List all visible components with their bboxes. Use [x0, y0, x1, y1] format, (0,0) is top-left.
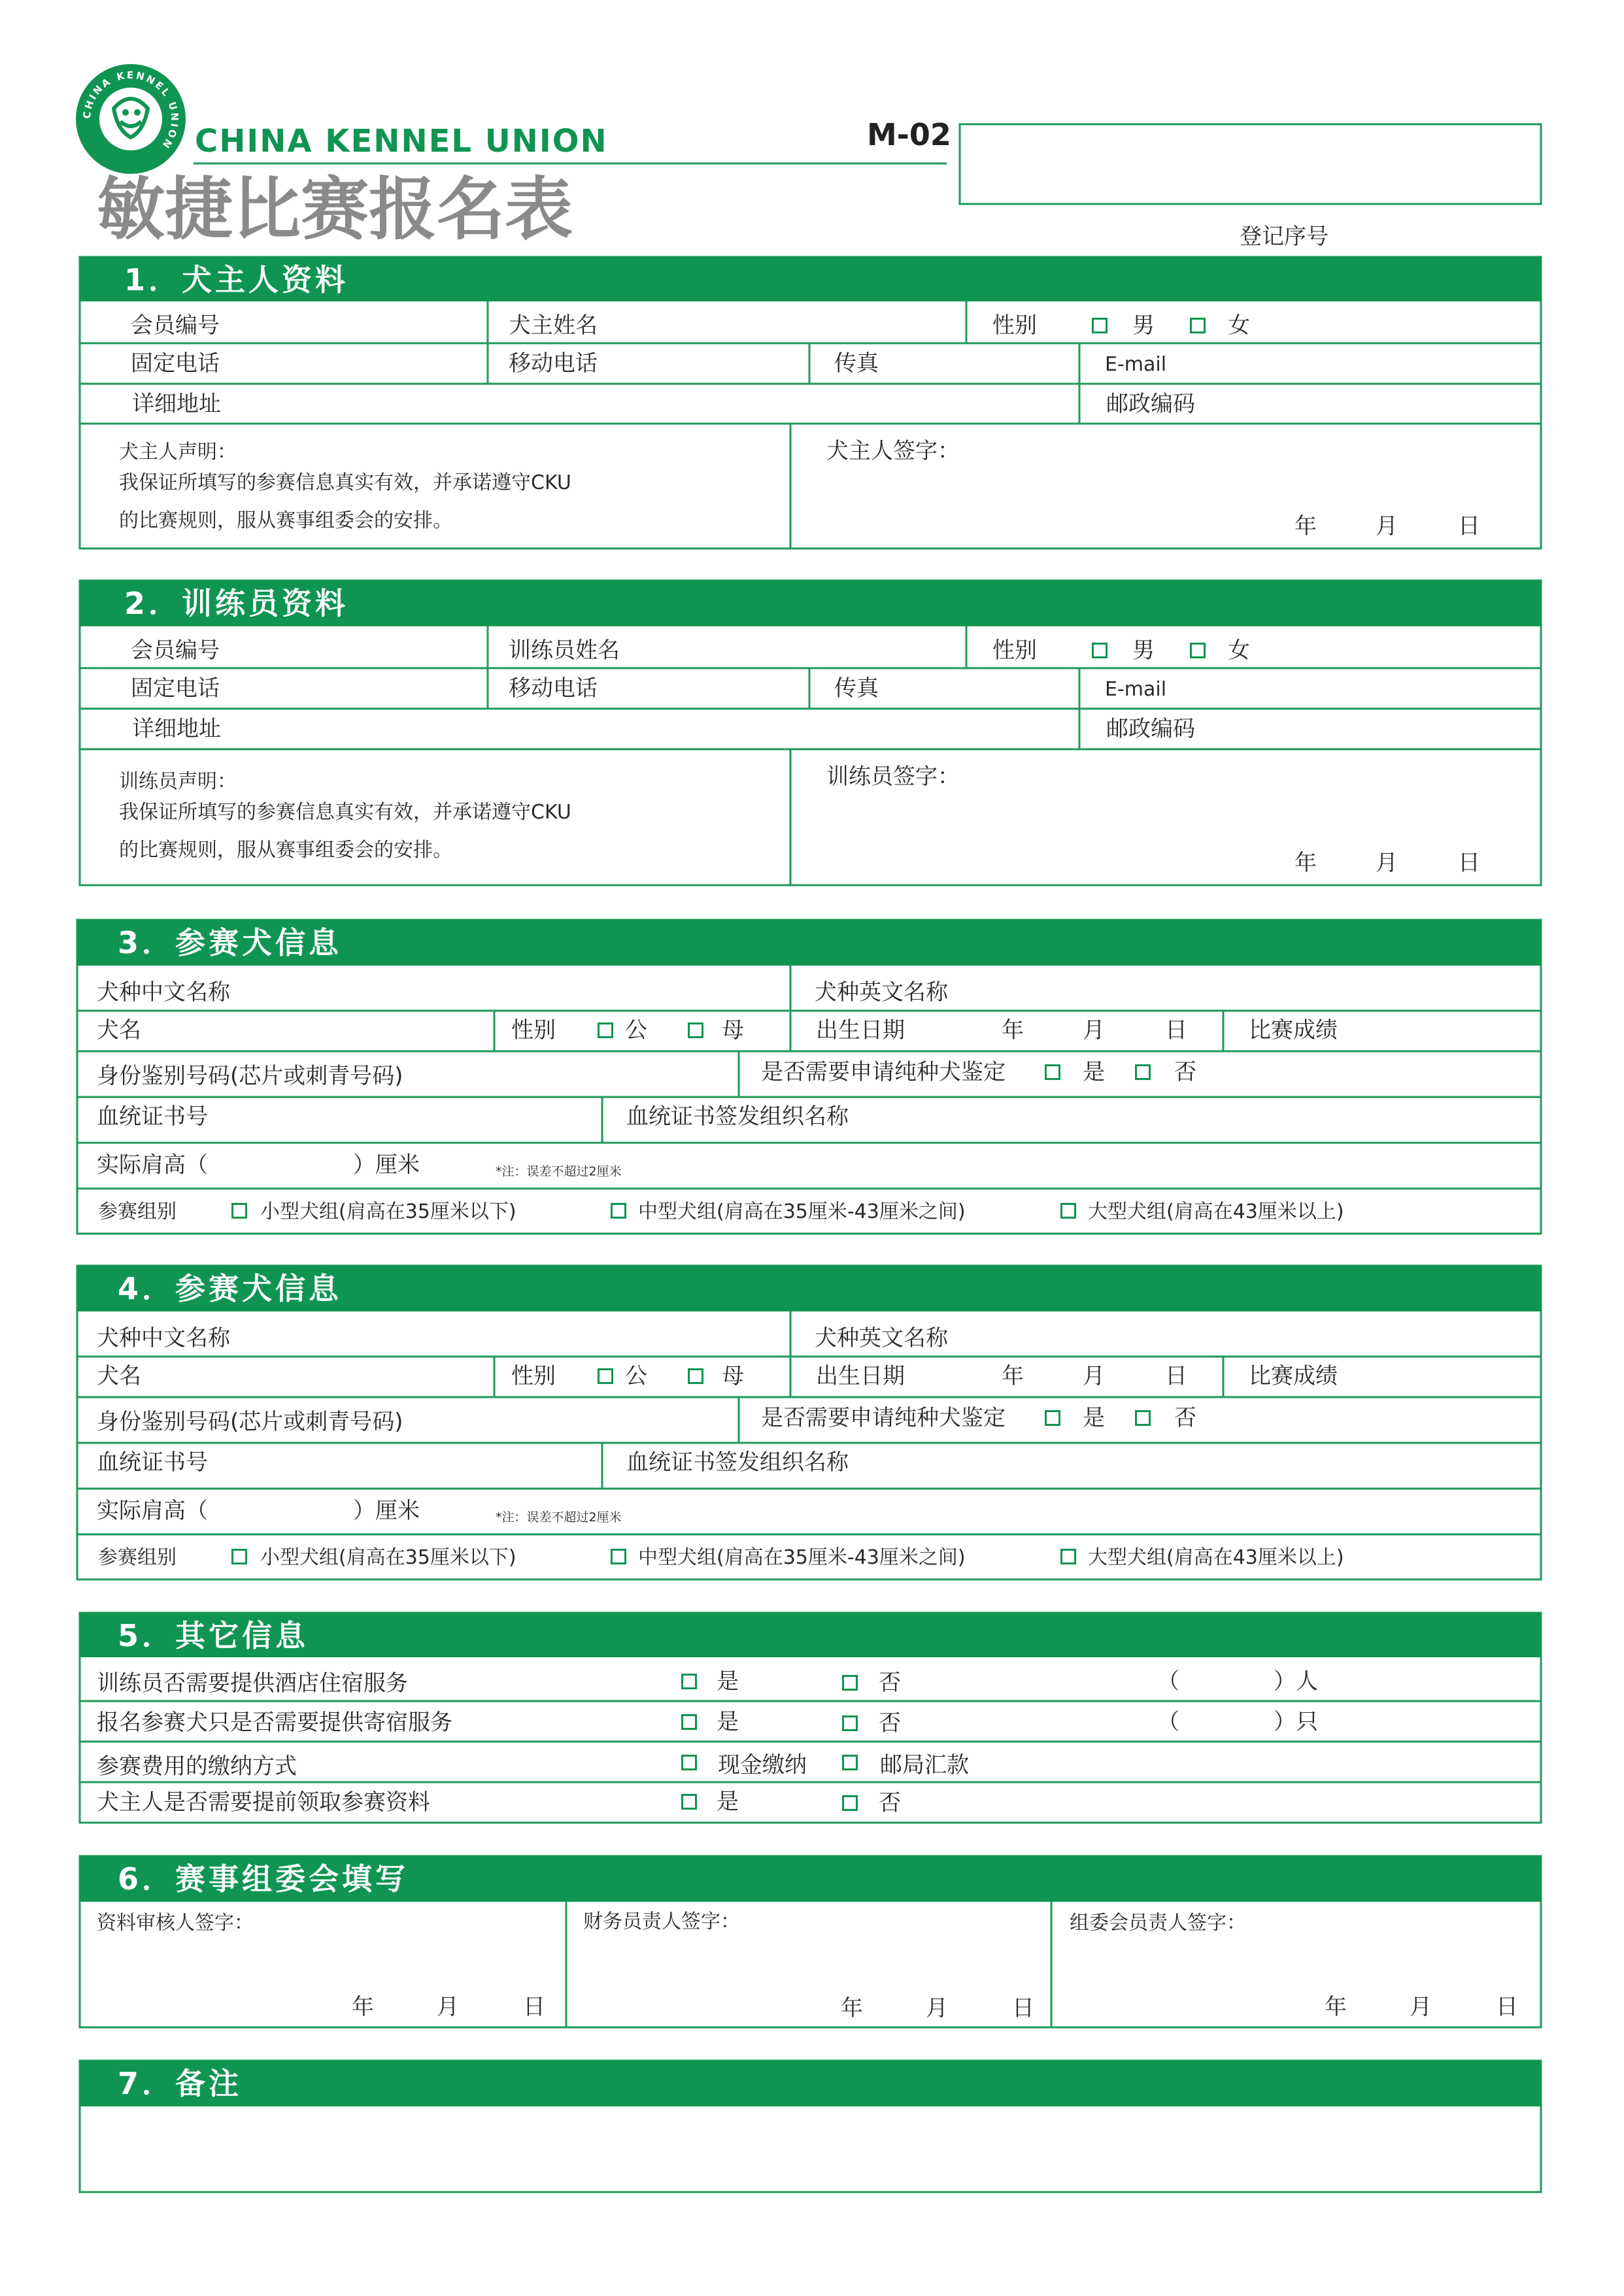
- trainer-sign-day: 日: [1458, 850, 1480, 876]
- payment-question: 参赛费用的缴纳方式: [97, 1753, 297, 1780]
- hotel-yes-label: 是: [717, 1668, 739, 1695]
- dog2-group-small-label: 小型犬组(肩高在35厘米以下): [260, 1546, 516, 1569]
- owner-member-no-label: 会员编号: [131, 312, 220, 339]
- owner-phone-label: 固定电话: [131, 350, 220, 377]
- payment-cash-label: 现金缴纳: [718, 1752, 807, 1778]
- owner-declaration-line1: 我保证所填写的参赛信息真实有效，并承诺遵守CKU: [119, 471, 571, 494]
- materials-no-checkbox[interactable]: [842, 1795, 858, 1811]
- dog1-purebred-no-checkbox[interactable]: [1135, 1064, 1151, 1080]
- kennel-question: 报名参赛犬只是否需要提供寄宿服务: [97, 1710, 452, 1736]
- kennel-yes-label: 是: [717, 1709, 739, 1735]
- dog1-birth-day: 日: [1165, 1017, 1187, 1043]
- trainer-name-label: 训练员姓名: [509, 637, 620, 664]
- registration-number-box[interactable]: [961, 126, 1540, 203]
- finance-signature-label: 财务员责人签字：: [583, 1910, 740, 1933]
- dog1-name-label: 犬名: [97, 1017, 141, 1043]
- owner-female-label: 女: [1228, 312, 1250, 339]
- dog1-height-prefix: 实际肩高（: [97, 1152, 208, 1178]
- dog1-breed-en-label: 犬种英文名称: [815, 979, 948, 1005]
- dog2-height-prefix: 实际肩高（: [97, 1498, 208, 1524]
- committee-member-day: 日: [1496, 1994, 1518, 2020]
- svg-text:CHINA KENNEL UNION: CHINA KENNEL UNION: [80, 69, 181, 152]
- dog1-male-checkbox[interactable]: [598, 1022, 613, 1038]
- owner-name-label: 犬主姓名: [509, 312, 598, 339]
- payment-postal-checkbox[interactable]: [842, 1755, 858, 1770]
- trainer-signature-label: 训练员签字：: [826, 764, 960, 790]
- kennel-dogs-suffix: ）只: [1274, 1709, 1318, 1735]
- owner-email-label: E-mail: [1105, 353, 1167, 376]
- hotel-yes-checkbox[interactable]: [681, 1674, 697, 1689]
- dog1-group-label: 参赛组别: [98, 1200, 177, 1223]
- dog1-male-label: 公: [625, 1017, 647, 1043]
- reviewer-day: 日: [523, 1994, 545, 2020]
- owner-postcode-label: 邮政编码: [1106, 391, 1195, 417]
- dog2-group-small-checkbox[interactable]: [231, 1549, 247, 1564]
- registration-number-label: 登记序号: [1240, 224, 1328, 250]
- ckn-logo: [75, 63, 187, 175]
- materials-question: 犬主人是否需要提前领取参赛资料: [97, 1789, 430, 1815]
- owner-declaration-title: 犬主人声明：: [119, 441, 237, 464]
- page-title: 敏捷比赛报名表: [97, 169, 573, 249]
- finance-year: 年: [841, 1995, 863, 2021]
- trainer-male-label: 男: [1132, 637, 1155, 664]
- dog1-group-large-label: 大型犬组(肩高在43厘米以上): [1088, 1200, 1344, 1223]
- dog2-purebred-yes-label: 是: [1083, 1405, 1105, 1431]
- dog1-purebred-question: 是否需要申请纯种犬鉴定: [761, 1059, 1006, 1085]
- dog2-group-large-checkbox[interactable]: [1060, 1549, 1076, 1564]
- trainer-sign-year: 年: [1294, 850, 1317, 876]
- owner-signature-label: 犬主人签字：: [826, 438, 960, 464]
- dog1-birth-month: 月: [1083, 1017, 1105, 1043]
- committee-member-signature-label: 组委会员责人签字：: [1070, 1912, 1246, 1934]
- section-dog1-title: 3．参赛犬信息: [118, 925, 343, 960]
- dog2-group-label: 参赛组别: [98, 1546, 177, 1569]
- dog1-breed-cn-label: 犬种中文名称: [97, 979, 230, 1005]
- owner-female-checkbox[interactable]: [1190, 318, 1206, 333]
- dog2-female-label: 母: [722, 1363, 744, 1389]
- trainer-postcode-label: 邮政编码: [1106, 716, 1195, 742]
- dog2-group-medium-checkbox[interactable]: [611, 1549, 626, 1564]
- section-remarks-title: 7．备注: [118, 2066, 243, 2101]
- dog2-birth-label: 出生日期: [816, 1363, 905, 1389]
- owner-gender-label: 性别: [992, 312, 1037, 339]
- trainer-address-label: 详细地址: [132, 716, 221, 742]
- form-code: M-02: [867, 117, 951, 152]
- dog1-birth-label: 出生日期: [816, 1017, 905, 1043]
- dog1-group-small-checkbox[interactable]: [231, 1203, 247, 1219]
- trainer-female-label: 女: [1228, 637, 1250, 664]
- dog1-sex-label: 性别: [511, 1017, 556, 1043]
- hotel-no-checkbox[interactable]: [842, 1675, 858, 1691]
- trainer-female-checkbox[interactable]: [1190, 643, 1206, 658]
- owner-sign-year: 年: [1294, 513, 1317, 539]
- dog1-female-label: 母: [722, 1017, 744, 1043]
- dog2-female-checkbox[interactable]: [688, 1368, 703, 1384]
- kennel-no-checkbox[interactable]: [842, 1715, 858, 1731]
- dog2-male-label: 公: [625, 1363, 647, 1389]
- reviewer-signature-label: 资料审核人签字：: [97, 1912, 254, 1934]
- dog2-purebred-no-label: 否: [1174, 1405, 1196, 1431]
- dog1-group-medium-label: 中型犬组(肩高在35厘米-43厘米之间): [638, 1200, 966, 1223]
- dog2-birth-month: 月: [1083, 1363, 1105, 1389]
- dog2-birth-day: 日: [1165, 1363, 1187, 1389]
- dog1-pedigree-org-label: 血统证书签发组织名称: [626, 1104, 849, 1130]
- owner-declaration-line2: 的比赛规则，服从赛事组委会的安排。: [119, 509, 452, 532]
- materials-yes-checkbox[interactable]: [681, 1794, 697, 1810]
- hotel-no-label: 否: [879, 1670, 901, 1696]
- kennel-dogs-open: （: [1157, 1709, 1179, 1735]
- kennel-no-label: 否: [879, 1710, 901, 1736]
- dog2-sex-label: 性别: [511, 1363, 556, 1389]
- kennel-yes-checkbox[interactable]: [681, 1714, 697, 1730]
- dog1-female-checkbox[interactable]: [688, 1022, 703, 1038]
- section-owner-title: 1．犬主人资料: [124, 262, 349, 297]
- owner-sign-month: 月: [1376, 513, 1398, 539]
- payment-postal-label: 邮局汇款: [880, 1752, 969, 1778]
- trainer-phone-label: 固定电话: [131, 675, 220, 701]
- dog1-results-label: 比赛成绩: [1249, 1017, 1338, 1043]
- trainer-declaration-title: 训练员声明：: [119, 770, 237, 793]
- dog2-height-note: *注：误差不超过2厘米: [496, 1510, 622, 1525]
- hotel-persons-open: （: [1157, 1668, 1179, 1695]
- dog1-pedigree-no-label: 血统证书号: [97, 1104, 208, 1130]
- dog1-group-large-checkbox[interactable]: [1060, 1203, 1076, 1219]
- hotel-persons-suffix: ）人: [1274, 1668, 1318, 1695]
- materials-no-label: 否: [879, 1790, 901, 1816]
- dog2-birth-year: 年: [1002, 1363, 1024, 1389]
- dog1-purebred-yes-checkbox[interactable]: [1045, 1064, 1060, 1080]
- trainer-mobile-label: 移动电话: [509, 675, 598, 701]
- dog1-id-code-label: 身份鉴别号码(芯片或刺青号码): [97, 1063, 403, 1089]
- section-committee-title: 6．赛事组委会填写: [118, 1861, 409, 1897]
- owner-male-checkbox[interactable]: [1092, 318, 1108, 333]
- dog2-id-code-label: 身份鉴别号码(芯片或刺青号码): [97, 1409, 403, 1435]
- org-name: CHINA KENNEL UNION: [195, 123, 608, 160]
- section-trainer-title: 2．训练员资料: [124, 586, 349, 621]
- dog2-male-checkbox[interactable]: [598, 1368, 613, 1384]
- dog1-group-medium-checkbox[interactable]: [611, 1203, 626, 1219]
- trainer-declaration-line2: 的比赛规则，服从赛事组委会的安排。: [119, 839, 452, 862]
- trainer-member-no-label: 会员编号: [131, 637, 220, 664]
- committee-member-month: 月: [1410, 1994, 1432, 2020]
- dog1-purebred-yes-label: 是: [1083, 1059, 1105, 1085]
- trainer-male-checkbox[interactable]: [1092, 643, 1108, 658]
- dog1-height-suffix: ）厘米: [353, 1152, 420, 1178]
- dog2-group-large-label: 大型犬组(肩高在43厘米以上): [1088, 1546, 1344, 1569]
- trainer-email-label: E-mail: [1105, 678, 1167, 701]
- section-other-title: 5．其它信息: [118, 1618, 309, 1653]
- payment-cash-checkbox[interactable]: [681, 1755, 697, 1770]
- trainer-gender-label: 性别: [992, 637, 1037, 664]
- committee-member-year: 年: [1325, 1994, 1347, 2020]
- dog2-name-label: 犬名: [97, 1363, 141, 1389]
- dog2-pedigree-no-label: 血统证书号: [97, 1449, 208, 1476]
- owner-sign-day: 日: [1458, 513, 1480, 539]
- dog1-group-small-label: 小型犬组(肩高在35厘米以下): [260, 1200, 516, 1223]
- trainer-fax-label: 传真: [834, 675, 879, 701]
- hotel-question: 训练员否需要提供酒店住宿服务: [97, 1670, 408, 1697]
- dog1-height-note: *注：误差不超过2厘米: [496, 1164, 622, 1179]
- owner-address-label: 详细地址: [132, 391, 221, 417]
- dog2-purebred-yes-checkbox[interactable]: [1045, 1410, 1060, 1426]
- dog2-pedigree-org-label: 血统证书签发组织名称: [626, 1449, 849, 1476]
- dog2-group-medium-label: 中型犬组(肩高在35厘米-43厘米之间): [638, 1546, 966, 1569]
- dog2-breed-cn-label: 犬种中文名称: [97, 1325, 230, 1351]
- dog2-height-suffix: ）厘米: [353, 1498, 420, 1524]
- dog2-breed-en-label: 犬种英文名称: [815, 1325, 948, 1351]
- trainer-sign-month: 月: [1376, 850, 1398, 876]
- reviewer-month: 月: [437, 1994, 459, 2020]
- dog1-birth-year: 年: [1002, 1017, 1024, 1043]
- owner-fax-label: 传真: [834, 350, 879, 377]
- owner-mobile-label: 移动电话: [509, 350, 598, 377]
- owner-male-label: 男: [1132, 312, 1155, 339]
- dog2-results-label: 比赛成绩: [1249, 1363, 1338, 1389]
- finance-month: 月: [926, 1995, 948, 2021]
- reviewer-year: 年: [352, 1994, 374, 2020]
- dog1-purebred-no-label: 否: [1174, 1059, 1196, 1085]
- finance-day: 日: [1012, 1995, 1034, 2021]
- materials-yes-label: 是: [717, 1789, 739, 1815]
- dog2-purebred-question: 是否需要申请纯种犬鉴定: [761, 1405, 1006, 1431]
- section-dog2-title: 4．参赛犬信息: [118, 1271, 343, 1306]
- remarks-field[interactable]: [81, 2108, 1540, 2191]
- dog2-purebred-no-checkbox[interactable]: [1135, 1410, 1151, 1426]
- trainer-declaration-line1: 我保证所填写的参赛信息真实有效，并承诺遵守CKU: [119, 801, 571, 824]
